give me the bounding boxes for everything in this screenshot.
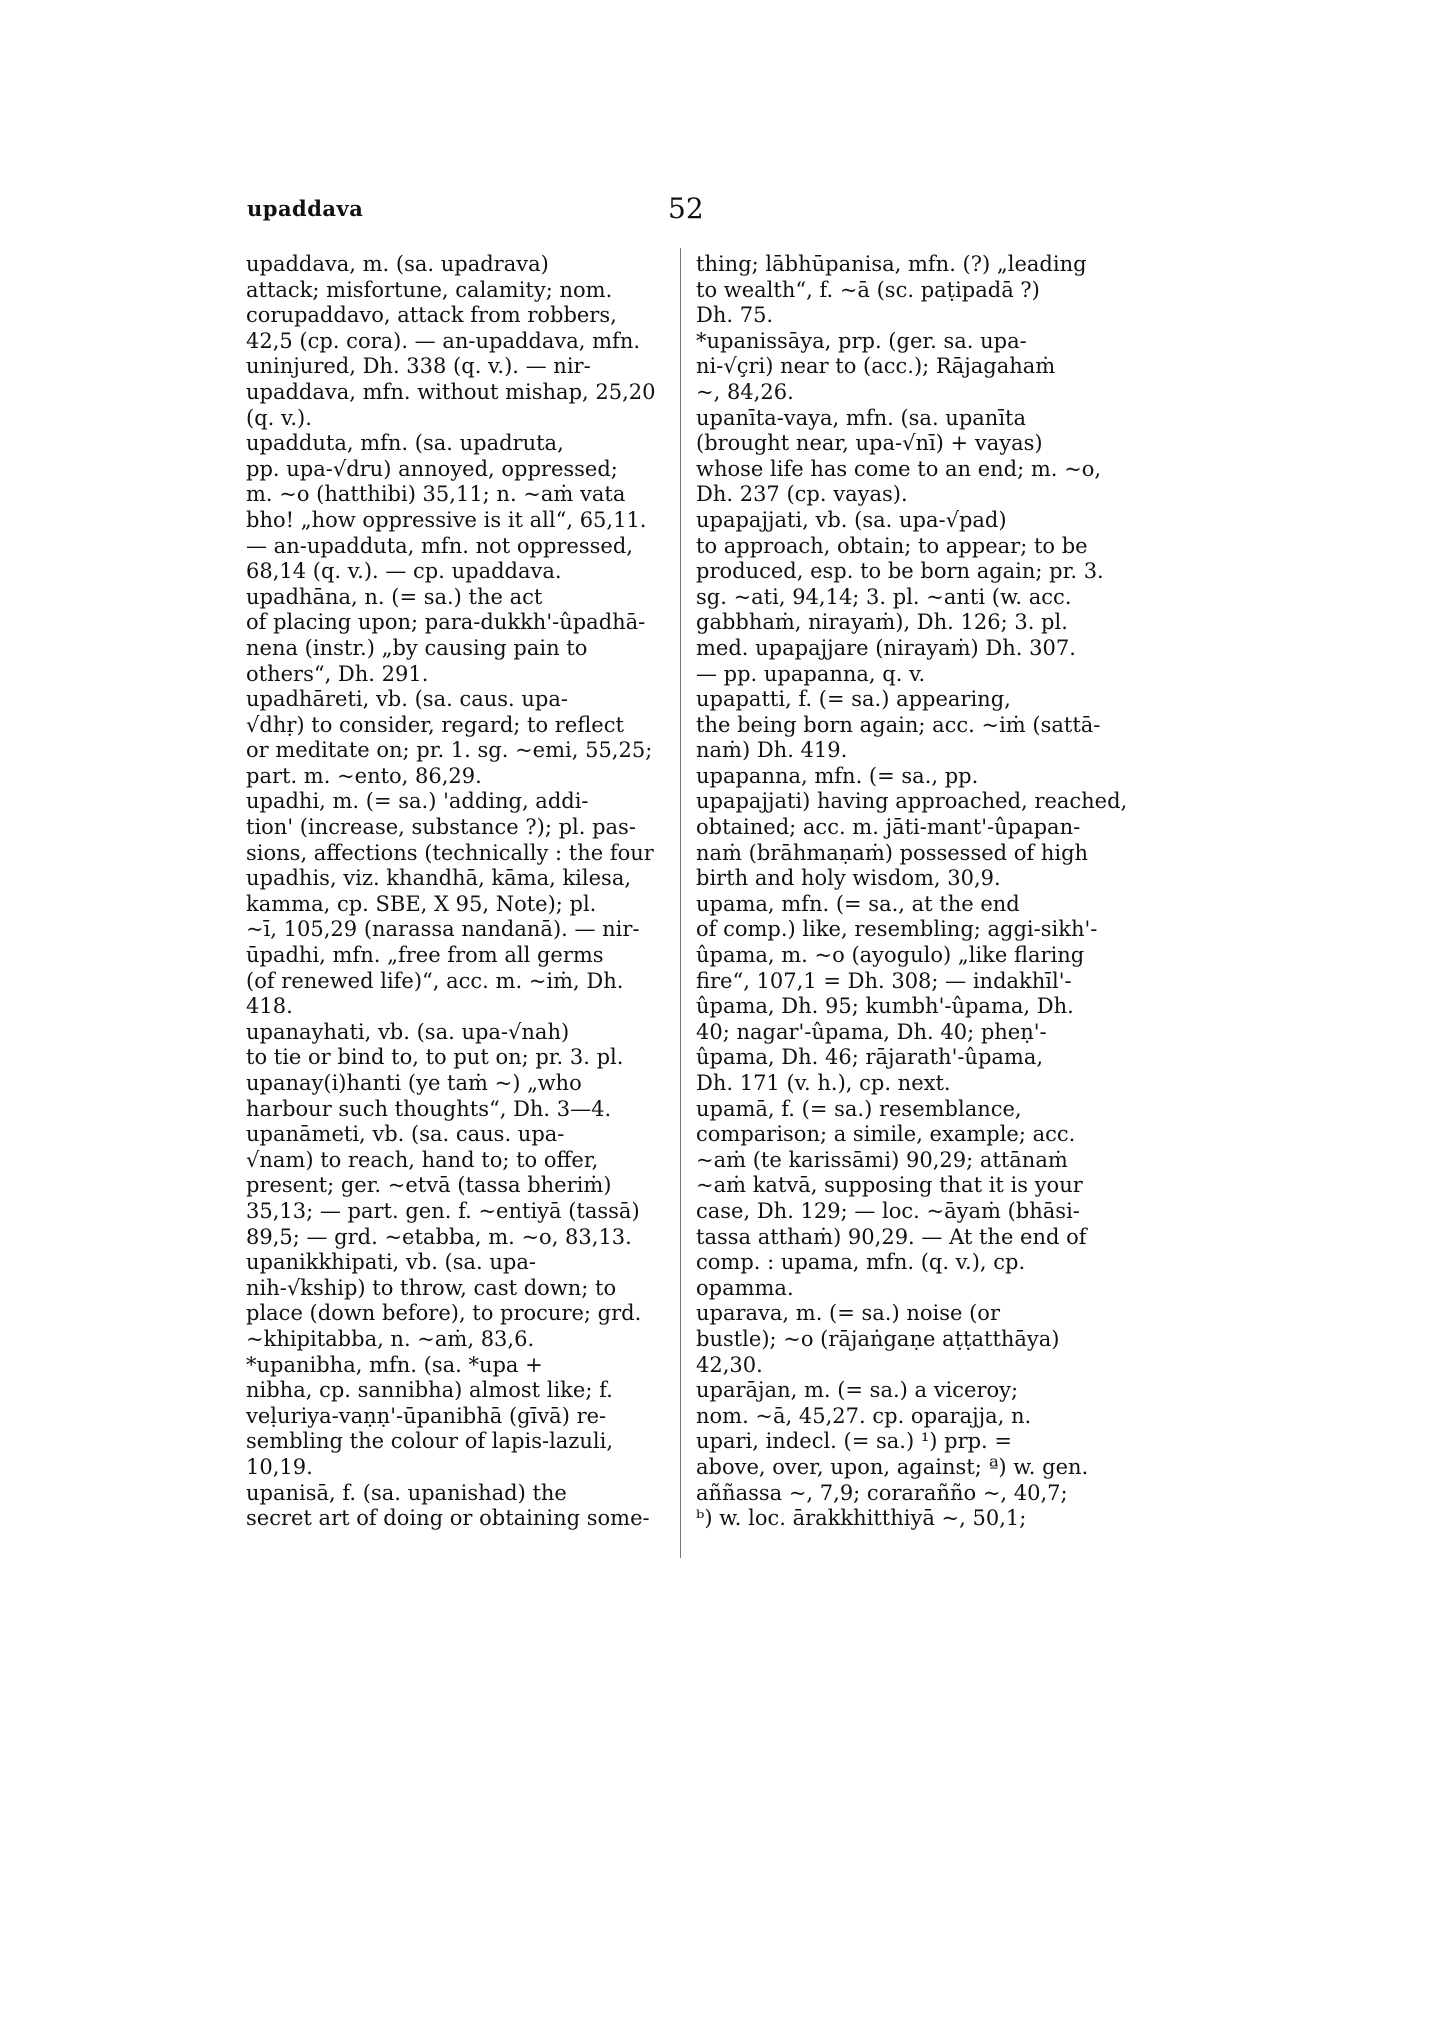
text-line: veḷuriya-vaṇṇ'-ūpanibhā (gīvā) re- (246, 1403, 607, 1428)
text-line: sions, affections (technically : the four (246, 840, 654, 865)
text-line: comparison; a simile, example; acc. (696, 1122, 1076, 1147)
text-line: of comp.) like, resembling; aggi-sikh'- (696, 917, 1098, 942)
text-line: 42,30. (696, 1352, 763, 1377)
text-line: upadduta, mfn. (sa. upadruta, (246, 431, 564, 456)
text-line: upama, mfn. (= sa., at the end (696, 891, 1020, 916)
text-line: ûpama, Dh. 46; rājarath'-ûpama, (696, 1045, 1044, 1070)
right-column (696, 252, 1144, 1532)
text-line: to tie or bind to, to put on; pr. 3. pl. (246, 1045, 624, 1070)
text-line: thing; lābhūpanisa, mfn. (?) „leading (696, 252, 1087, 276)
text-line: upaddava, mfn. without mishap, 25,20 (246, 379, 656, 404)
text-line: Dh. 75. (696, 303, 774, 328)
text-line: case, Dh. 129; — loc. ~āyaṁ (bhāsi- (696, 1198, 1080, 1223)
text-line: to approach, obtain; to appear; to be (696, 533, 1088, 558)
text-line: nih-√kship) to throw, cast down; to (246, 1275, 617, 1300)
text-line: — an-upadduta, mfn. not oppressed, (246, 533, 633, 558)
text-line: naṁ (brāhmaṇaṁ) possessed of high (696, 840, 1089, 865)
text-line: nom. ~ā, 45,27. cp. oparajja, n. (696, 1403, 1032, 1428)
text-line: 42,5 (cp. cora). — an-upaddava, mfn. (246, 328, 641, 353)
text-line: m. ~o (hatthibi) 35,11; n. ~aṁ vata (246, 482, 626, 507)
text-line: comp. : upama, mfn. (q. v.), cp. (696, 1250, 1026, 1275)
text-line: bho! „how oppressive is it all“, 65,11. (246, 507, 647, 532)
text-line: upari, indecl. (= sa.) ¹) prp. = (696, 1429, 1012, 1454)
text-line: to wealth“, f. ~ā (sc. paṭipadā ?) (696, 277, 1040, 302)
text-line: ~khipitabba, n. ~aṁ, 83,6. (246, 1326, 535, 1351)
text-line: naṁ) Dh. 419. (696, 738, 848, 763)
text-line: ~ī, 105,29 (narassa nandanā). — nir- (246, 917, 640, 942)
text-line: upanikkhipati, vb. (sa. upa- (246, 1250, 536, 1275)
text-line: *upanibha, mfn. (sa. *upa + (246, 1352, 543, 1377)
text-line: tassa atthaṁ) 90,29. — At the end of (696, 1224, 1087, 1249)
text-line: upanīta-vaya, mfn. (sa. upanīta (696, 405, 1026, 430)
text-line: upamā, f. (= sa.) resemblance, (696, 1096, 1022, 1121)
text-line: opamma. (696, 1275, 794, 1300)
text-line: of placing upon; para-dukkh'-ûpadhā- (246, 610, 646, 635)
text-line: upapanna, mfn. (= sa., pp. (696, 763, 979, 788)
text-line: secret art of doing or obtaining some- (246, 1506, 650, 1531)
text-line: nena (instr.) „by causing pain to (246, 635, 588, 660)
text-line: *upanissāya, prp. (ger. sa. upa- (696, 328, 1027, 353)
text-line: upadhi, m. (= sa.) 'adding, addi- (246, 789, 589, 814)
text-line: gabbhaṁ, nirayaṁ), Dh. 126; 3. pl. (696, 610, 1068, 635)
text-line: upapatti, f. (= sa.) appearing, (696, 687, 1011, 712)
text-line: ~aṁ (te karissāmi) 90,29; attānaṁ (696, 1147, 1068, 1172)
text-line: 68,14 (q. v.). — cp. upaddava. (246, 559, 562, 584)
text-line: √dhṛ) to consider, regard; to reflect (246, 712, 624, 737)
running-head: upaddava (247, 196, 364, 221)
text-line: corupaddavo, attack from robbers, (246, 303, 617, 328)
text-line: upanayhati, vb. (sa. upa-√nah) (246, 1019, 570, 1044)
text-line: 418. (246, 994, 293, 1019)
text-line: birth and holy wisdom, 30,9. (696, 866, 1001, 891)
text-line: above, over, upon, against; ª) w. gen. (696, 1454, 1089, 1479)
text-line: attack; misfortune, calamity; nom. (246, 277, 613, 302)
text-line: ~aṁ katvā, supposing that it is your (696, 1173, 1083, 1198)
text-line: aññassa ~, 7,9; corarañño ~, 40,7; (696, 1480, 1068, 1505)
column-divider (680, 248, 681, 1558)
text-line: others“, Dh. 291. (246, 661, 429, 686)
text-line: upanisā, f. (sa. upanishad) the (246, 1480, 567, 1505)
text-line: obtained; acc. m. jāti-mant'-ûpapan- (696, 815, 1081, 840)
text-line: upapajjati) having approached, reached, (696, 789, 1128, 814)
text-line: harbour such thoughts“, Dh. 3—4. (246, 1096, 612, 1121)
text-line: 40; nagar'-ûpama, Dh. 40; pheṇ'- (696, 1019, 1047, 1044)
text-line: ~, 84,26. (696, 379, 794, 404)
text-line: place (down before), to procure; grd. (246, 1301, 642, 1326)
text-line: ᵇ) w. loc. ārakkhitthiyā ~, 50,1; (696, 1506, 1027, 1531)
text-line: uninjured, Dh. 338 (q. v.). — nir- (246, 354, 591, 379)
text-line: √nam) to reach, hand to; to offer, (246, 1147, 599, 1172)
text-line: nibha, cp. sannibha) almost like; f. (246, 1378, 613, 1403)
page-number: 52 (668, 192, 704, 225)
text-line: (q. v.). (246, 405, 312, 430)
text-line: ûpama, m. ~o (ayogulo) „like flaring (696, 943, 1085, 968)
text-line: bustle); ~o (rājaṅgaṇe aṭṭatthāya) (696, 1326, 1060, 1351)
text-line: ūpadhi, mfn. „free from all germs (246, 943, 604, 968)
text-line: the being born again; acc. ~iṁ (sattā- (696, 712, 1101, 737)
text-line: uparājan, m. (= sa.) a viceroy; (696, 1378, 1019, 1403)
text-line: 35,13; — part. gen. f. ~entiyā (tassā) (246, 1198, 640, 1223)
left-column (246, 252, 666, 1532)
text-line: upadhis, viz. khandhā, kāma, kilesa, (246, 866, 632, 891)
text-line: uparava, m. (= sa.) noise (or (696, 1301, 1000, 1326)
text-line: 10,19. (246, 1454, 313, 1479)
text-line: Dh. 171 (v. h.), cp. next. (696, 1071, 951, 1095)
text-line: upanay(i)hanti (ye taṁ ~) „who (246, 1071, 582, 1095)
text-line: kamma, cp. SBE, X 95, Note); pl. (246, 891, 597, 916)
text-line: whose life has come to an end; m. ~o, (696, 456, 1102, 481)
text-line: ûpama, Dh. 95; kumbh'-ûpama, Dh. (696, 994, 1074, 1019)
text-line: upadhāreti, vb. (sa. caus. upa- (246, 687, 568, 712)
text-line: upadhāna, n. (= sa.) the act (246, 584, 543, 609)
text-line: (of renewed life)“, acc. m. ~iṁ, Dh. (246, 968, 624, 993)
text-line: pp. upa-√dru) annoyed, oppressed; (246, 456, 618, 481)
text-line: upaddava, m. (sa. upadrava) (246, 252, 549, 276)
text-line: med. upapajjare (nirayaṁ) Dh. 307. (696, 635, 1076, 660)
text-line: present; ger. ~etvā (tassa bheriṁ) (246, 1173, 612, 1198)
text-line: ni-√çri) near to (acc.); Rājagahaṁ (696, 354, 1056, 379)
text-line: upapajjati, vb. (sa. upa-√pad) (696, 507, 1007, 532)
text-line: — pp. upapanna, q. v. (696, 661, 926, 686)
text-line: (brought near, upa-√nī) + vayas) (696, 431, 1043, 456)
text-line: 89,5; — grd. ~etabba, m. ~o, 83,13. (246, 1224, 632, 1249)
text-line: sembling the colour of lapis-lazuli, (246, 1429, 613, 1454)
text-line: or meditate on; pr. 1. sg. ~emi, 55,25; (246, 738, 653, 763)
text-line: tion' (increase, substance ?); pl. pas- (246, 815, 636, 840)
text-line: part. m. ~ento, 86,29. (246, 763, 482, 788)
text-line: sg. ~ati, 94,14; 3. pl. ~anti (w. acc. (696, 584, 1072, 609)
text-line: produced, esp. to be born again; pr. 3. (696, 559, 1104, 584)
text-line: Dh. 237 (cp. vayas). (696, 482, 908, 507)
text-line: upanāmeti, vb. (sa. caus. upa- (246, 1122, 565, 1147)
text-line: fire“, 107,1 = Dh. 308; — indakhīl'- (696, 968, 1072, 993)
